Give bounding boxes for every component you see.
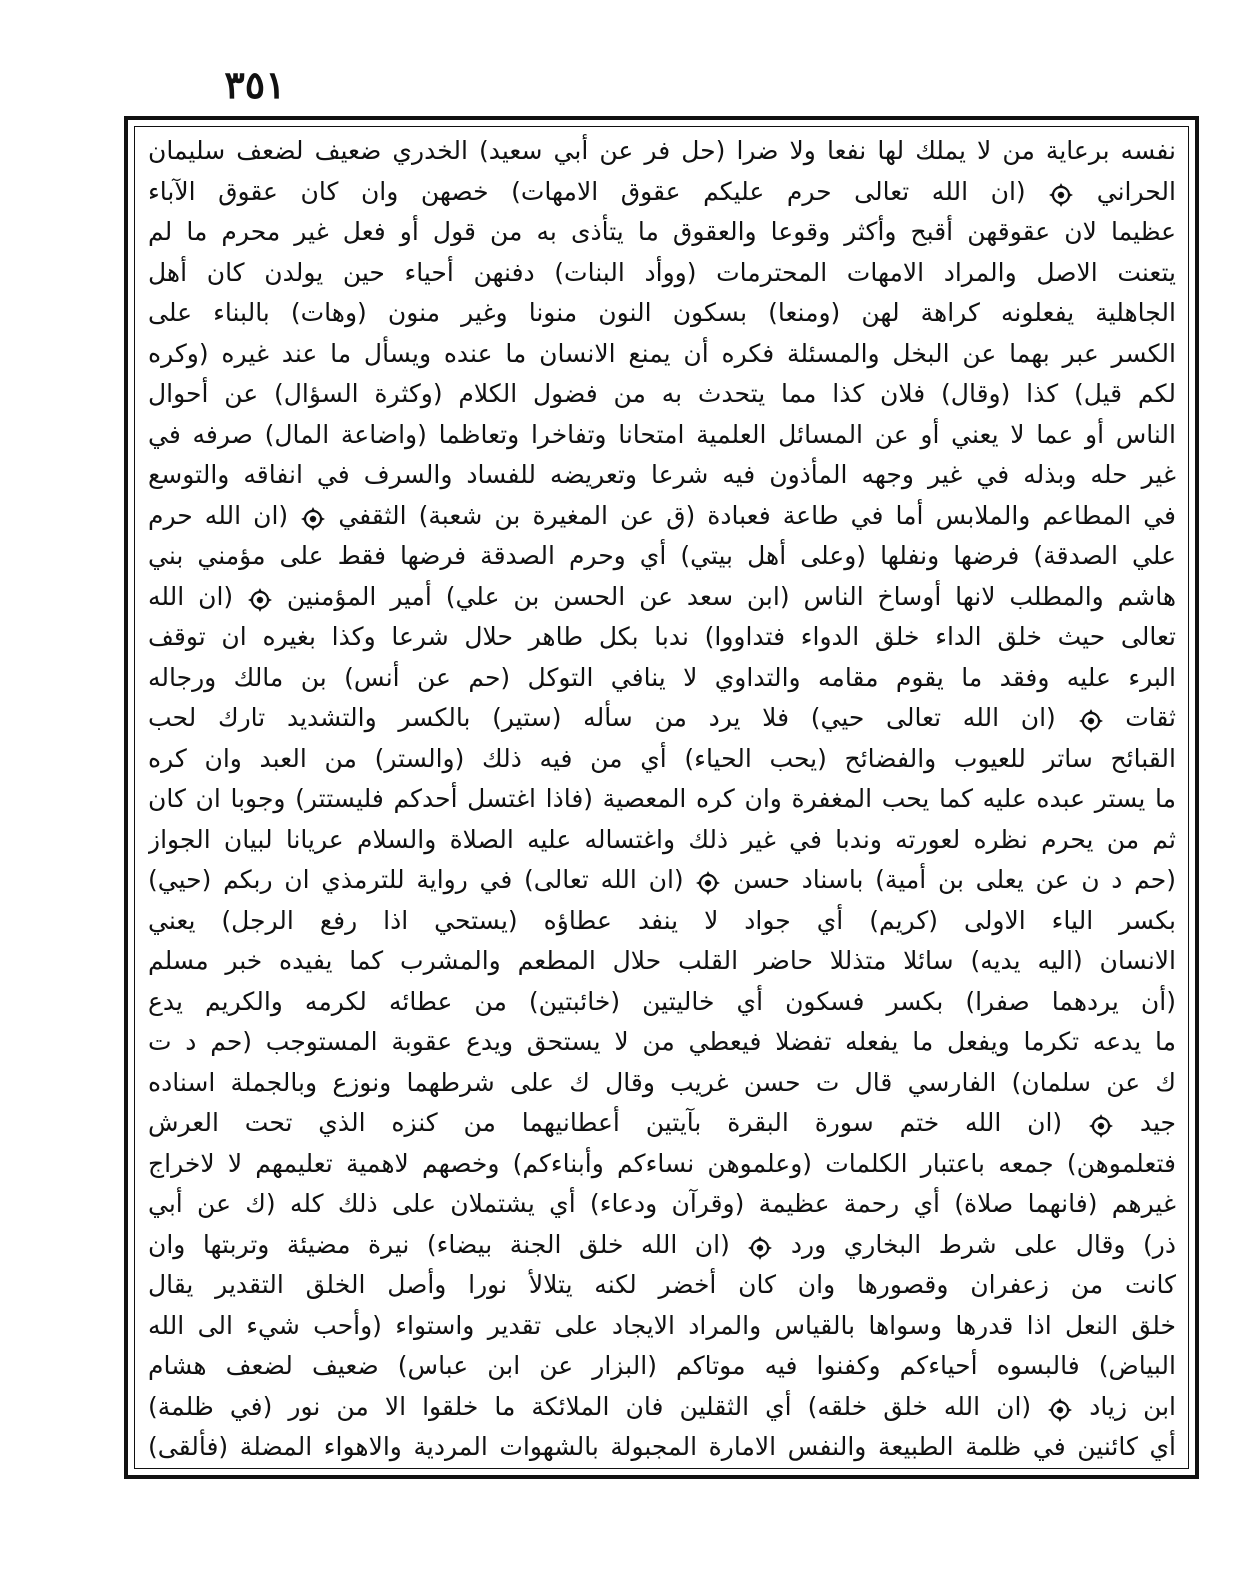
text-segment: (ان الله حرم <box>148 500 301 530</box>
text-line <box>148 1346 1176 1387</box>
text-segment: (ان الله ختم سورة البقرة بآيتين أعطانيهما من كنزه الذي تحت العرش <box>148 1108 1089 1137</box>
text-line <box>148 577 1176 618</box>
text-segment: علي الصدقة) فرضها ونفلها (وعلى أهل بيتي) أي وحرم الصدقة فرضها فقط على مؤمني بني <box>148 541 1176 570</box>
text-segment: (أن يردهما صفرا) بكسر فسكون أي خاليتين (خائبتين) من عطائه لكرمه والكريم يدع <box>148 986 1176 1016</box>
text-segment: ثقات <box>1103 703 1176 732</box>
text-line <box>148 941 1176 982</box>
text-line <box>148 1427 1176 1468</box>
text-segment: البياض) فالبسوه أحياءكم وكفنوا فيه موتاكم (البزار عن ابن عباس) ضعيف لضعف هشام <box>148 1351 1176 1380</box>
text-segment: (حم د ن عن يعلى بن أمية) باسناد حسن <box>721 865 1176 894</box>
text-segment: الكسر عبر بهما عن البخل والمسئلة فكره أن يمنع الانسان ما عنده ويسأل ما عند غيره (وكره <box>148 338 1176 368</box>
text-line <box>148 496 1176 537</box>
medallion-icon <box>695 868 721 894</box>
text-line <box>148 334 1176 375</box>
text-line <box>148 415 1176 456</box>
text-line <box>148 739 1176 780</box>
text-segment: (ان الله <box>148 581 248 611</box>
text-line <box>148 860 1176 901</box>
medallion-icon <box>1048 180 1074 206</box>
text-segment: (ان الله خلق الجنة بيضاء) نيرة مضيئة وتربتها وان <box>148 1229 748 1259</box>
text-line <box>148 1225 1176 1266</box>
text-block <box>148 131 1176 1469</box>
text-segment: يتعنت الاصل والمراد الامهات المحترمات (ووأد البنات) دفنهن أحياء حين يولدن كان أهل <box>148 257 1176 287</box>
text-segment: (ان الله تعالى حرم عليكم عقوق الامهات) خصهن وان كان عقوق الآباء <box>148 176 1049 206</box>
text-line <box>148 172 1176 213</box>
text-line <box>148 1022 1176 1063</box>
text-line <box>148 1265 1176 1306</box>
text-line <box>148 617 1176 658</box>
text-segment: القبائح ساتر للعيوب والفضائح (يحب الحياء) أي من فيه ذلك (والستر) من العبد وان كره <box>148 743 1176 773</box>
text-line <box>148 374 1176 415</box>
text-segment: جيد <box>1114 1108 1176 1137</box>
text-segment: (ان الله تعالى حيي) فلا يرد من سأله (ستير) بالكسر والتشديد تارك لحب <box>148 703 1078 732</box>
text-line <box>148 131 1176 172</box>
text-segment: فتعلموهن) جمعه باعتبار الكلمات (وعلموهن نساءكم وأبناءكم) وخصهم لاهمية تعليمهم لا لاخراج <box>148 1148 1176 1178</box>
text-segment: الحراني <box>1074 176 1176 206</box>
text-segment: كانت من زعفران وقصورها وان كان أخضر لكنه يتلالأ نورا وأصل الخلق التقدير يقال <box>148 1270 1176 1299</box>
text-segment: ك عن سلمان) الفارسي قال ت حسن غريب وقال ك على شرطهما ونوزع وبالجملة اسناده <box>148 1067 1176 1097</box>
page-number: ٣٥١ <box>224 62 286 107</box>
text-line <box>148 1063 1176 1104</box>
text-segment: ما يستر عبده عليه كما يحب المغفرة وان كره المعصية (فاذا اغتسل أحدكم فليستتر) وجوبا ان كان <box>148 784 1176 813</box>
text-segment: أي كائنين في ظلمة الطبيعة والنفس الامارة المجبولة بالشهوات المردية والاهواء المضلة (فألقى) <box>148 1432 1176 1461</box>
medallion-icon <box>1078 706 1104 732</box>
text-segment: في المطاعم والملابس أما في طاعة فعبادة (ق عن المغيرة بن شعبة) الثقفي <box>326 500 1176 530</box>
text-line <box>148 1387 1176 1428</box>
text-line <box>148 982 1176 1023</box>
medallion-icon <box>300 504 326 530</box>
text-segment: تعالى حيث خلق الداء خلق الدواء فتداووا) ندبا بكل طاهر حلال شرعا وكذا بغيره ان توقف <box>148 622 1176 651</box>
text-segment: غيرهم (فانهما صلاة) أي رحمة عظيمة (وقرآن ودعاء) أي يشتملان على ذلك كله (ك عن أبي <box>148 1189 1176 1218</box>
text-segment: الانسان (اليه يديه) سائلا متذللا حاضر القلب حلال المطعم والمشرب كما يفيده خبر مسلم <box>148 946 1176 975</box>
text-line <box>148 820 1176 861</box>
text-line <box>148 1184 1176 1225</box>
medallion-icon <box>247 585 273 611</box>
text-line <box>148 901 1176 942</box>
text-line <box>148 536 1176 577</box>
medallion-icon <box>1088 1111 1114 1137</box>
text-line <box>148 1144 1176 1185</box>
text-segment: البرء عليه وفقد ما يقوم مقامه والتداوي لا ينافي التوكل (حم عن أنس) بن مالك ورجاله <box>148 662 1176 692</box>
text-segment: ذر) وقال على شرط البخاري ورد <box>773 1229 1176 1259</box>
text-line <box>148 253 1176 294</box>
text-line <box>148 658 1176 699</box>
text-segment: (ان الله تعالى) في رواية للترمذي ان ربكم (حيي) <box>148 865 696 894</box>
text-segment: نفسه برعاية من لا يملك لها نفعا ولا ضرا (حل فر عن أبي سعيد) الخدري ضعيف لضعف سليمان <box>148 136 1176 165</box>
text-segment: ابن زياد <box>1073 1391 1176 1421</box>
text-line <box>148 779 1176 820</box>
text-segment: ما يدعه تكرما ويفعل ما يفعله تفضلا فيعطي من لا يستحق ويدع عقوبة المستوجب (حم د ت <box>148 1027 1176 1056</box>
text-line <box>148 212 1176 253</box>
medallion-icon <box>1047 1395 1073 1421</box>
text-segment: لكم قيل) كذا (وقال) فلان كذا مما يتحدث به من فضول الكلام (وكثرة السؤال) عن أحوال <box>148 379 1176 408</box>
text-segment: الجاهلية يفعلونه كراهة لهن (ومنعا) بسكون النون منونا وغير منون (وهات) بالبناء على <box>148 298 1176 327</box>
text-line <box>148 1306 1176 1347</box>
text-segment: بكسر الياء الاولى (كريم) أي جواد لا ينفد عطاؤه (يستحي اذا رفع الرجل) يعني <box>148 905 1176 935</box>
text-segment: الناس أو عما لا يعني أو عن المسائل العلمية امتحانا وتفاخرا وتعاظما (واضاعة المال) صرفه في <box>148 419 1176 449</box>
text-segment: هاشم والمطلب لانها أوساخ الناس (ابن سعد عن الحسن بن علي) أمير المؤمنين <box>273 581 1176 611</box>
text-line <box>148 455 1176 496</box>
text-line <box>148 1103 1176 1144</box>
text-line <box>148 698 1176 739</box>
medallion-icon <box>747 1233 773 1259</box>
text-segment: عظيما لان عقوقهن أقبح وأكثر وقوعا والعقوق ما يتأذى به من قول أو فعل غير محرم ما لم <box>148 217 1176 246</box>
text-segment: خلق النعل اذا قدرها وسواها بالقياس والمراد الايجاد على تقدير واستواء (وأحب شيء الى الله <box>148 1310 1176 1340</box>
text-segment: غير حله وبذله في غير وجهه المأذون فيه شرعا وتعريضه للفساد والسرف في انفاقه والتوسع <box>148 460 1176 489</box>
text-segment: (ان الله خلق خلقه) أي الثقلين فان الملائكة ما خلقوا الا من نور (في ظلمة) <box>148 1391 1048 1421</box>
text-segment: ثم من يحرم نظره لعورته وندبا في غير ذلك واغتساله عليه الصلاة والسلام عريانا لبيان الجواز <box>148 824 1176 854</box>
text-line <box>148 293 1176 334</box>
